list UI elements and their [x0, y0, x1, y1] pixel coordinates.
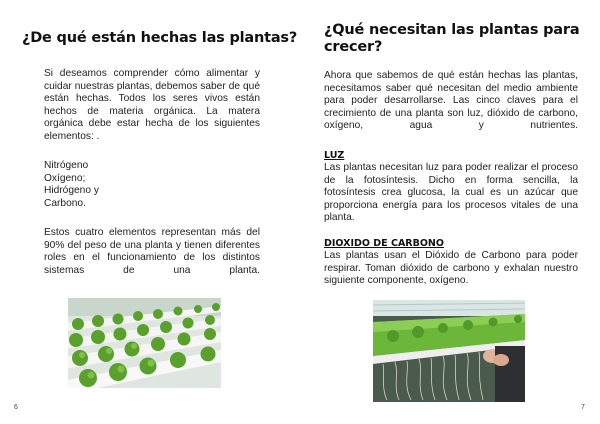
- left-intro-paragraph: Si deseamos comprender cómo alimentar y cuidar nuestras plantas, debemos saber de qué están hechas. Todos los seres vivos están hechos de materia orgánica. La matera orgánica debe estar hecha de los siguientes elementos: .: [44, 68, 260, 142]
- section-heading-light: LUZ: [324, 150, 345, 161]
- left-closing-paragraph: Estos cuatro elementos representan más del 90% del peso de una planta y tienen diferentes roles en el funcionamiento de los distintos sistemas de una planta.: [44, 227, 260, 276]
- section-body-light: Las plantas necesitan luz para poder realizar el proceso de la fotosíntesis. Dicho en forma sencilla, la fotosíntesis crea glucosa, la cual es un azúcar que proporciona energía para los procesos vitales de una planta.: [324, 162, 578, 224]
- right-page-title: ¿Qué necesitan las plantas para crecer?: [324, 22, 580, 55]
- hydroponic-rows-photo: [68, 298, 221, 388]
- page-number-right: 7: [581, 404, 585, 411]
- greenhouse-roots-illustration: [373, 300, 525, 402]
- element-carbon: Carbono.: [44, 197, 86, 209]
- greenhouse-roots-photo: [373, 300, 525, 402]
- element-nitrogen: Nitrógeno: [44, 160, 89, 171]
- page-number-left: 6: [14, 404, 18, 411]
- section-body-co2: Las plantas usan el Dióxido de Carbono para poder respirar. Toman dióxido de carbono y exhalan nuestro siguiente componente, oxígeno.: [324, 250, 578, 287]
- elements-list: [44, 160, 99, 210]
- right-intro-paragraph: Ahora que sabemos de qué están hechas las plantas, necesitamos saber qué necesitan del medio ambiente para poder desarrollarse. Las cinco claves para el crecimiento de una planta son luz, dióxido de carbono, oxígeno, agua y nutrientes.: [324, 70, 578, 132]
- section-heading-co2: DIOXIDO DE CARBONO: [324, 238, 444, 249]
- right-page: [300, 0, 600, 424]
- element-hydrogen: Hidrógeno y: [44, 185, 99, 197]
- hydroponic-rows-illustration: [68, 298, 221, 388]
- element-oxygen: Oxígeno;: [44, 172, 86, 184]
- left-page-title: ¿De qué están hechas las plantas?: [22, 30, 298, 46]
